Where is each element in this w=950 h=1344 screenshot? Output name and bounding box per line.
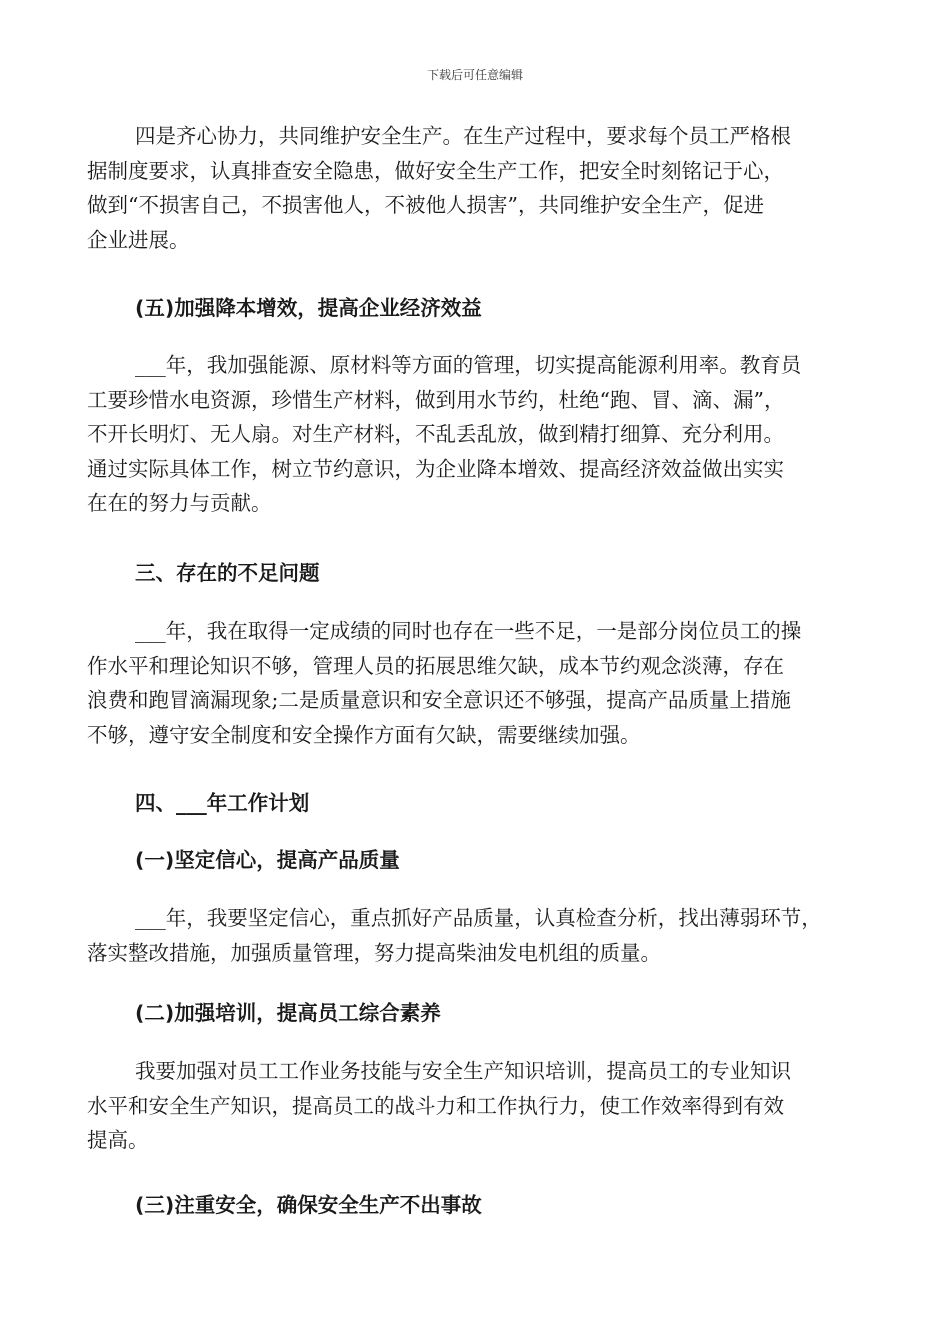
section-heading-training: (二)加强培训，提高员工综合素养	[135, 1001, 441, 1025]
text-line: 据制度要求，认真排查安全隐患，做好安全生产工作，把安全时刻铭记于心，	[87, 158, 784, 183]
section-heading-safety: (三)注重安全，确保安全生产不出事故	[135, 1193, 482, 1217]
text-line: 企业进展。	[87, 227, 190, 252]
text-line: ___年，我要坚定信心，重点抓好产品质量，认真检查分析，找出薄弱环节，	[135, 906, 822, 930]
paragraph-training	[87, 1054, 867, 1158]
text-line: 浪费和跑冒滴漏现象;二是质量意识和安全意识还不够强，提高产品质量上措施	[87, 688, 791, 712]
paragraph-product-quality	[87, 901, 867, 970]
text-line: 我要加强对员工工作业务技能与安全生产知识培训，提高员工的专业知识	[135, 1059, 791, 1083]
text-line: 不开长明灯、无人扇。对生产材料，不乱丢乱放，做到精打细算、充分利用。	[87, 422, 784, 446]
section-heading-work-plan: 四、___年工作计划	[135, 791, 310, 815]
section-heading-shortcomings: 三、存在的不足问题	[135, 561, 320, 585]
text-line: 工要珍惜水电资源，珍惜生产材料，做到用水节约，杜绝“跑、冒、滴、漏”，	[87, 387, 785, 412]
paragraph-safety-cooperation	[87, 119, 867, 257]
text-line: 水平和安全生产知识，提高员工的战斗力和工作执行力，使工作效率得到有效	[87, 1093, 784, 1118]
page-header-caption: 下载后可任意编辑	[426, 68, 523, 82]
text-line: 通过实际具体工作，树立节约意识，为企业降本增效、提高经济效益做出实实	[87, 456, 784, 481]
text-line: 不够，遵守安全制度和安全操作方面有欠缺，需要继续加强。	[87, 722, 641, 747]
text-line: 做到“不损害自己，不损害他人，不被他人损害”，共同维护安全生产，促进	[87, 193, 764, 217]
text-line: ___年，我在取得一定成绩的同时也存在一些不足，一是部分岗位员工的操	[135, 619, 802, 643]
section-heading-product-quality: (一)坚定信心，提高产品质量	[135, 848, 400, 872]
text-line: 四是齐心协力，共同维护安全生产。在生产过程中，要求每个员工严格根	[135, 124, 791, 148]
text-line: ___年，我加强能源、原材料等方面的管理，切实提高能源利用率。教育员	[135, 353, 802, 377]
text-line: 作水平和理论知识不够，管理人员的拓展思维欠缺，成本节约观念淡薄，存在	[87, 653, 784, 678]
section-heading-cost-reduction: (五)加强降本增效，提高企业经济效益	[135, 296, 482, 320]
paragraph-shortcomings	[87, 614, 867, 752]
paragraph-cost-reduction	[87, 348, 867, 521]
text-line: 落实整改措施，加强质量管理，努力提高柴油发电机组的质量。	[87, 940, 661, 965]
text-line: 在在的努力与贡献。	[87, 491, 272, 515]
text-line: 提高。	[87, 1128, 149, 1152]
